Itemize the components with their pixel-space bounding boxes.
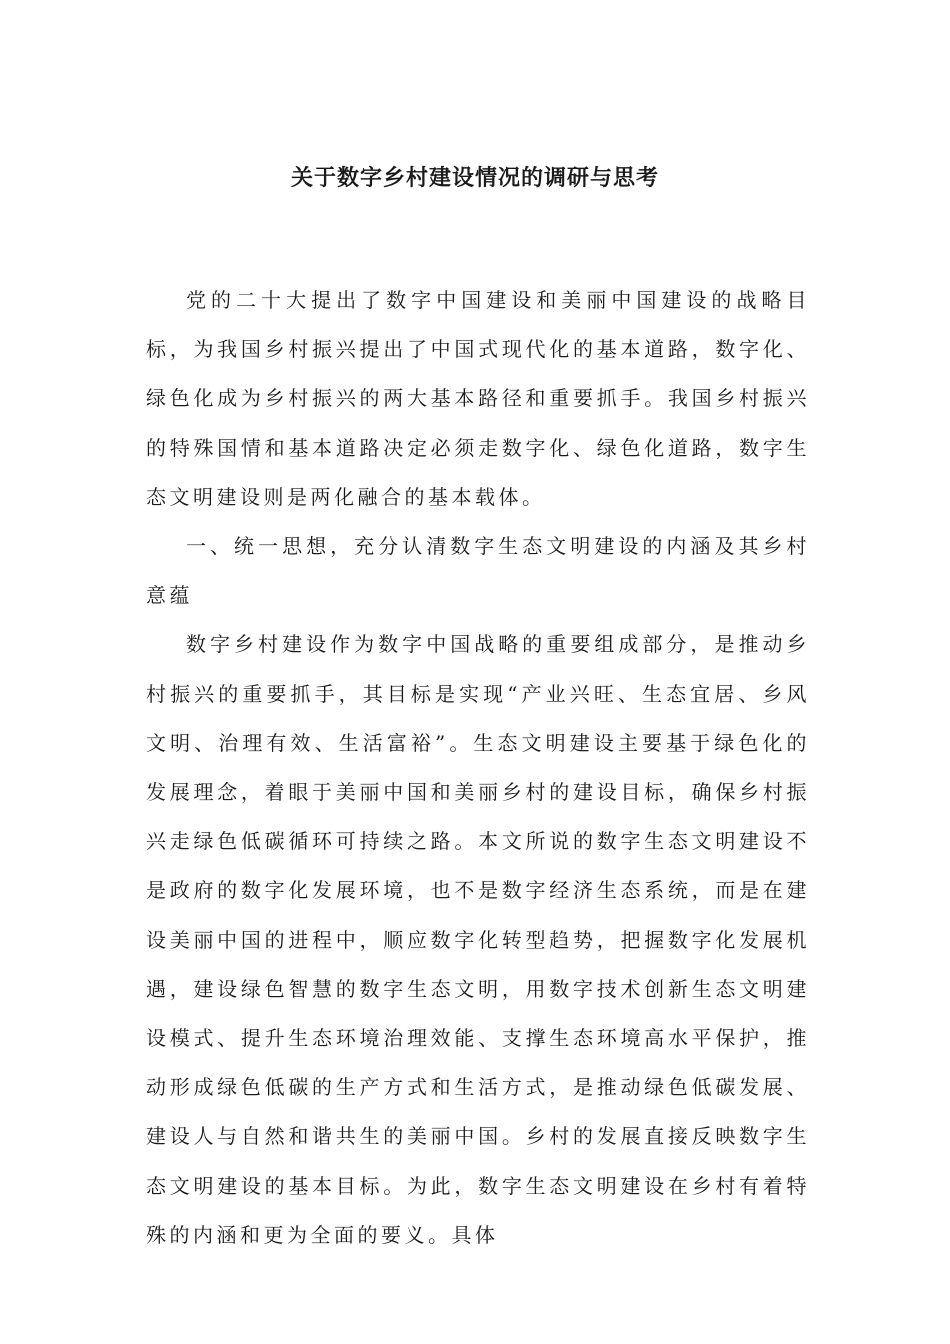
paragraph-intro: 党的二十大提出了数字中国建设和美丽中国建设的战略目标，为我国乡村振兴提出了中国式现代化的基本道路，数字化、绿色化成为乡村振兴的两大基本路径和重要抓手。我国乡村振兴的特殊国情和基本道路决定必须走数字化、绿色化道路，数字生态文明建设则是两化融合的基本载体。 — [146, 288, 810, 509]
paragraph-section-1: 数字乡村建设作为数字中国战略的重要组成部分，是推动乡村振兴的重要抓手，其目标是实现“产业兴旺、生态宜居、乡风文明、治理有效、生活富裕”。生态文明建设主要基于绿色化的发展理念，着眼于美丽中国和美丽乡村的建设目标，确保乡村振兴走绿色低碳循环可持续之路。本文所说的数字生态文明建设不是政府的数字化发展环境，也不是数字经济生态系统，而是在建设美丽中国的进程中，顺应数字化转型趋势，把握数字化发展机遇，建设绿色智慧的数字生态文明，用数字技术创新生态文明建设模式、提升生态环境治理效能、支撑生态环境高水平保护，推动形成绿色低碳的生产方式和生活方式，是推动绿色低碳发展、建设人与自然和谐共生的美丽中国。乡村的发展直接反映数字生态文明建设的基本目标。为此，数字生态文明建设在乡村有着特殊的内涵和更为全面的要义。具体 — [146, 632, 810, 1247]
section-heading-1: 一、统一思想，充分认清数字生态文明建设的内涵及其乡村意蕴 — [146, 534, 810, 608]
document-body — [146, 276, 810, 1260]
document-title: 关于数字乡村建设情况的调研与思考 — [290, 165, 659, 191]
